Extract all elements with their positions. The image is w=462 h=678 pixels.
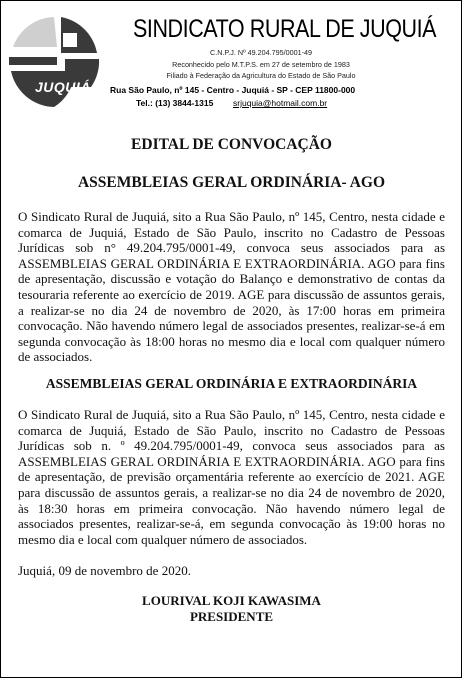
logo-text: JUQUIÁ [35, 79, 91, 95]
section1-paragraph: O Sindicato Rural de Juquiá, sito a Rua São Paulo, nº 145, Centro, nesta cidade e comarca de Juquiá, Estado de São Paulo, inscrito no Cadastro de Pessoas Jurídicas sob n° 49.204.795/0001-49, convoca seus associados para as ASSEMBLEIAS GERAL ORDINÁRIA E EXTRAORDINÁRIA. AGO para fins de apresentação, discussão e votação do Balanço e demonstrativo de contas da tesouraria referente ao exercício de 2019. AGE para discussão de assuntos gerais, a realizar-se no dia 24 de novembro de 2020, às 17:00 horas em primeira convocação. Não havendo número legal de associados presentes, realizar-se-á em segunda convocação às 18:00 horas no mesmo dia e local com qualquer número de associados. [18, 209, 445, 365]
section2-paragraph: O Sindicato Rural de Juquiá, sito a Rua São Paulo, nº 145, Centro, nesta cidade e comarca de Juquiá, Estado de São Paulo, inscrito no Cadastro de Pessoas Jurídicas sob n. º 49.204.795/0001-49, convoca seus associados para as ASSEMBLEIAS GERAL ORDINÁRIA E EXTRAORDINÁRIA. AGO para fins de apresentação, de previsão orçamentária referente ao exercício de 2021. AGE para discussão de assuntos gerais, a realizar-se no dia 24 de novembro de 2020, às 18:30 horas em primeira convocação. Não havendo número legal de associados presentes, realizar-se-á, em segunda convocação às 19:00 horas no mesmo dia e local com qualquer número de associados. [18, 406, 445, 547]
union-logo [5, 13, 103, 111]
signatory-name: LOURIVAL KOJI KAWASIMA [142, 593, 321, 609]
recognition-line: Reconhecido pelo M.T.P.S. em 27 de setembro de 1983 [172, 60, 350, 69]
letterhead [1, 1, 461, 121]
signatory-title: PRESIDENTE [189, 609, 274, 625]
affiliation-line: Filiado à Federação da Agricultura do Estado de São Paulo [166, 71, 356, 80]
phone-line: Tel.: (13) 3844-1315 [136, 98, 214, 108]
section2-heading: ASSEMBLEIAS GERAL ORDINÁRIA E EXTRAORDINÁRIA [45, 375, 418, 391]
notice-body [18, 135, 445, 625]
cnpj-line: C.N.P.J. Nº 49.204.795/0001-49 [210, 48, 312, 57]
address-line: Rua São Paulo, nº 145 - Centro - Juquiá - SP - CEP 11800-000 [110, 85, 356, 95]
section1-heading: ASSEMBLEIAS GERAL ORDINÁRIA- AGO [77, 174, 386, 191]
email-link[interactable]: srjuquia@hotmail.com.br [233, 98, 328, 108]
notice-title: EDITAL DE CONVOCAÇÃO [131, 136, 332, 153]
organization-name: SINDICATO RURAL DE JUQUIÁ [133, 15, 437, 43]
date-line: Juquiá, 09 de novembro de 2020. [18, 563, 191, 579]
union-logo-icon [5, 13, 103, 111]
